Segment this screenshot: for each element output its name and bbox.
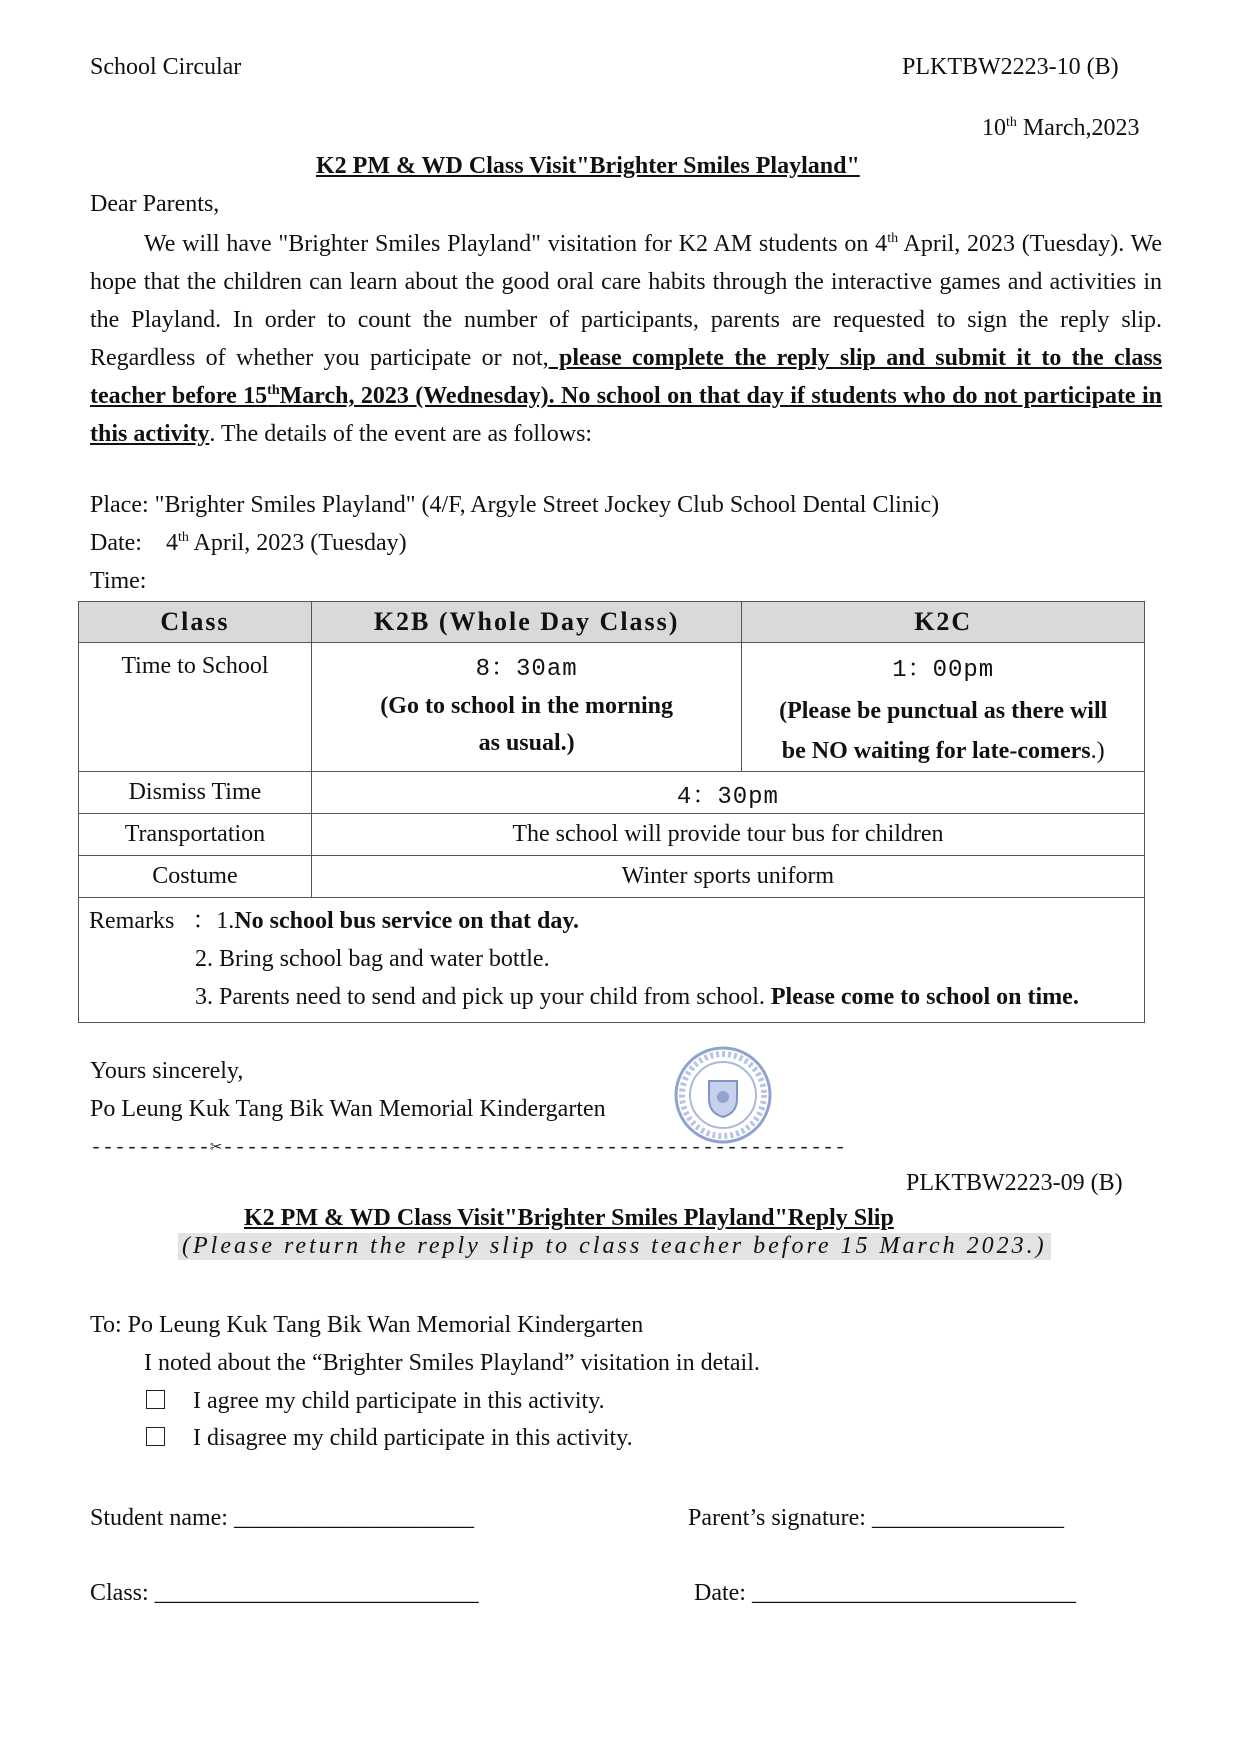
school-seal [673,1045,773,1145]
student-name-field[interactable]: Student name: ____________________ [90,1505,474,1531]
cut-line: ----------✂---------------------------------------------------- [90,1137,847,1160]
costume-value: Winter sports uniform [311,856,1144,898]
transport-row [79,814,1145,856]
class-field[interactable]: Class: ___________________________ [90,1580,479,1606]
dismiss-label: Dismiss Time [79,772,312,814]
slip-ref: PLKTBW2223-09 (B) [906,1170,1123,1196]
date-field[interactable]: Date: ___________________________ [694,1580,1076,1606]
time-label: Time: [90,568,147,594]
k2b-note-2: as usual.) [478,730,575,756]
circular-date: 10th March,2023 [982,115,1140,141]
remarks-cell [79,898,1145,1023]
schedule-table [78,601,1145,1023]
disagree-label: I disagree my child participate in this activity. [193,1425,633,1451]
remark-3: 3. Parents need to send and pick up your child from school. Please come to school on time. [195,984,1079,1010]
remarks-row [79,898,1145,1023]
header-class: Class [79,602,312,643]
transport-label: Transportation [79,814,312,856]
agree-label: I agree my child participate in this activity. [193,1388,605,1414]
circular-title: K2 PM & WD Class Visit"Brighter Smiles Playland" [316,153,860,179]
costume-label: Costume [79,856,312,898]
salutation: Dear Parents, [90,191,220,217]
date-line: Date: 4th April, 2023 (Tuesday) [90,530,407,556]
circular-label: School Circular [90,54,242,80]
remark-1: Remarks ：1.No school bus service on that day. [89,908,580,934]
place-line: Place: "Brighter Smiles Playland" (4/F, Argyle Street Jockey Club School Dental Clinic) [90,492,940,518]
disagree-checkbox[interactable] [146,1427,165,1446]
slip-to: To: Po Leung Kuk Tang Bik Wan Memorial Kindergarten [90,1312,644,1338]
k2c-note-1: (Please be punctual as there will [779,698,1108,724]
k2c-note-2: be NO waiting for late-comers.) [781,738,1105,764]
header-k2c: K2C [742,602,1145,643]
header-k2b: K2B (Whole Day Class) [311,602,742,643]
circular-ref: PLKTBW2223-10 (B) [902,54,1119,80]
body-paragraph: We will have "Brighter Smiles Playland" visitation for K2 AM students on 4th April, 2023 (Tuesday). We hope that the children can learn about the good oral care habits through the interactive games and activities in the Playland. In order to count the number of participants, parents are requested to sign the reply slip. Regardless of whether you participate or not, please complete the reply slip and submit it to the class teacher before 15thMarch, 2023 (Wednesday). No school on that day if students who do not participate in this activity. The details of the event are as follows: [90,231,1163,447]
k2c-time-cell [742,643,1145,772]
costume-row [79,856,1145,898]
agree-option[interactable] [146,1388,605,1415]
yours-sincerely: Yours sincerely, [90,1058,244,1084]
slip-title: K2 PM & WD Class Visit"Brighter Smiles Playland"Reply Slip [244,1205,894,1231]
transport-value: The school will provide tour bus for children [311,814,1144,856]
slip-return-note: (Please return the reply slip to class teacher before 15 March 2023.) [178,1233,1051,1260]
k2b-time-cell [311,643,742,772]
time-to-school-row [79,643,1145,772]
remark-2: 2. Bring school bag and water bottle. [195,946,550,972]
disagree-option[interactable] [146,1425,633,1452]
table-header-row [79,602,1145,643]
dismiss-row [79,772,1145,814]
agree-checkbox[interactable] [146,1390,165,1409]
dismiss-time: 4：30pm [311,772,1144,814]
k2b-note-1: (Go to school in the morning [380,693,673,719]
slip-noted: I noted about the “Brighter Smiles Playland” visitation in detail. [144,1350,760,1376]
parent-signature-field[interactable]: Parent’s signature: ________________ [688,1505,1064,1531]
k2b-time: 8：30am [475,656,578,683]
time-to-school-label: Time to School [79,643,312,772]
school-name: Po Leung Kuk Tang Bik Wan Memorial Kindergarten [90,1096,606,1122]
k2c-time: 1：00pm [892,657,995,684]
